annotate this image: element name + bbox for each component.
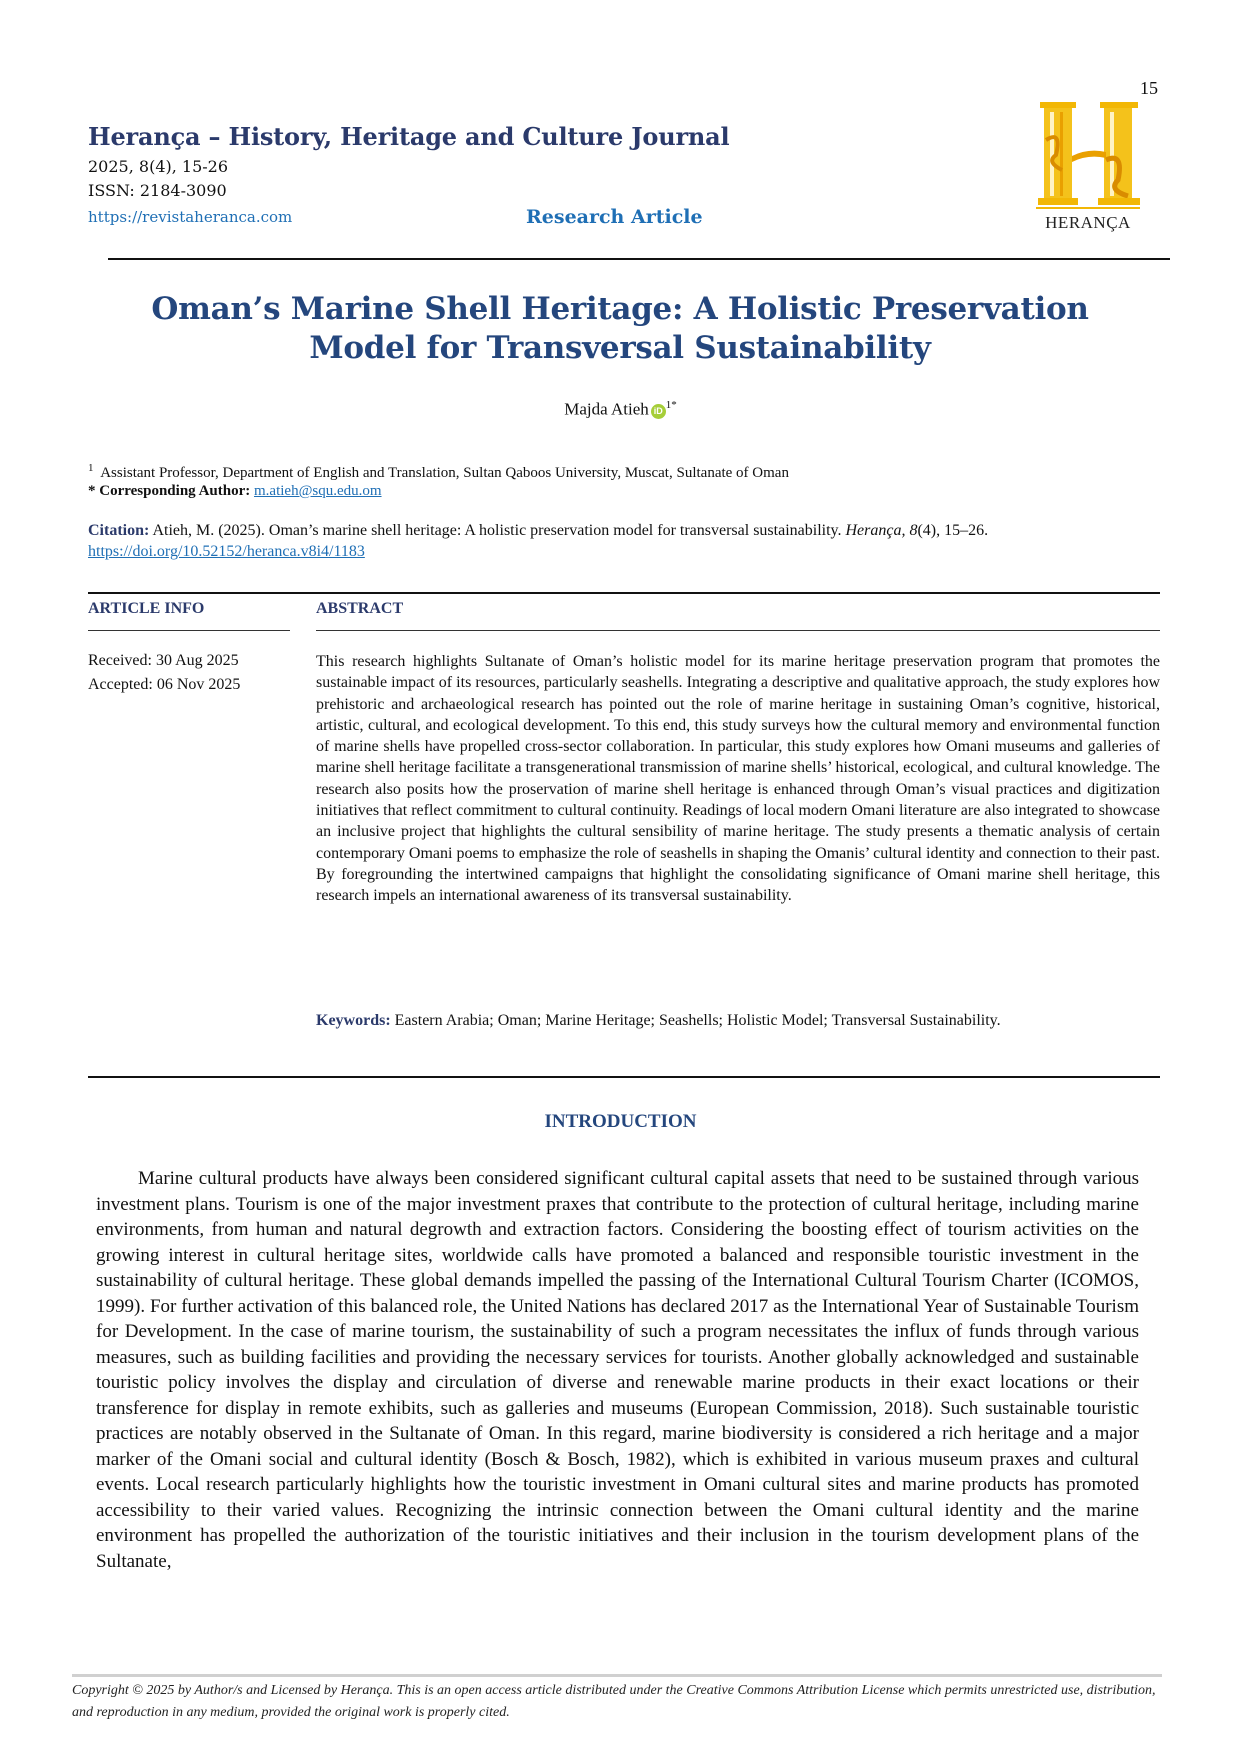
article-info-heading: ARTICLE INFO <box>88 600 205 617</box>
article-title: Oman’s Marine Shell Heritage: A Holistic Preservation Model for Transversal Sustainability <box>151 291 1089 366</box>
orcid-icon[interactable]: iD <box>651 404 666 419</box>
pillar-h-icon <box>1032 100 1144 212</box>
corresponding-label: * Corresponding Author: <box>88 483 251 499</box>
corresponding-author <box>88 483 382 500</box>
citation-volume: 8 <box>909 522 918 539</box>
footer-divider <box>72 1674 1162 1677</box>
keywords <box>316 1010 1160 1032</box>
affiliation-text: Assistant Professor, Department of English and Translation, Sultan Qaboos University, Muscat, Sultanate of Oman <box>100 465 789 481</box>
citation-pages: (4), 15–26. <box>917 522 989 539</box>
affiliation-marker: 1 <box>88 462 94 474</box>
journal-issue: 2025, 8(4), 15-26 <box>88 157 229 176</box>
abstract-text: This research highlights Sultanate of Oman’s holistic model for its marine heritage preservation program that promotes the sustainable impact of its resources, particularly seashells. Integrating a descriptive and qualitative approach, the study explores how prehistoric and archaeological research has pointed out the role of marine heritage in sustaining Oman’s cognitive, historical, artistic, cultural, and ecological development. To this end, this study surveys how the cultural memory and environmental function of marine shells have propelled cross-sector collaboration. In particular, this study explores how Omani museums and galleries of marine shell heritage facilitate a transgenerational transmission of marine shells’ historical, ecological, and cultural knowledge. The research also posits how the proservation of marine shell heritage is enhanced through Oman’s visual practices and digitization initiatives that reflect commitment to cultural continuity. Readings of local modern Omani literature are also integrated to showcase an inclusive project that highlights the cultural sensibility of marine heritage. The study presents a thematic analysis of certain contemporary Omani poems to emphasize the role of seashells in shaping the Omanis’ cultural identity and connection to their past. By foregrounding the intertwined campaigns that highlight the consolidating significance of Omani marine shell heritage, this research impels an international awareness of its transversal sustainability. <box>316 653 1160 905</box>
corresponding-email-link[interactable]: m.atieh@squ.edu.om <box>254 483 382 499</box>
journal-issn: ISSN: 2184-3090 <box>88 181 227 200</box>
author-name: Majda Atieh <box>564 399 649 419</box>
page-number: 15 <box>1140 78 1158 98</box>
introduction-heading: INTRODUCTION <box>544 1111 697 1132</box>
journal-title: Herança – History, Heritage and Culture Journal <box>88 122 730 151</box>
copyright-notice: Copyright © 2025 by Author/s and Licensed by Herança. This is an open access article distributed under the Creative Commons Attribution License which permits unrestricted use, distribution, and reproduction in any medium, provided the original work is properly cited. <box>72 1683 1156 1720</box>
keywords-text: Eastern Arabia; Oman; Marine Heritage; Seashells; Holistic Model; Transversal Sustainability. <box>394 1012 1001 1029</box>
citation-journal: Herança, <box>845 522 906 539</box>
citation-doi-link[interactable]: https://doi.org/10.52152/heranca.v8i4/1183 <box>88 543 365 560</box>
info-top-divider <box>88 592 1160 594</box>
accepted-date: Accepted: 06 Nov 2025 <box>88 676 241 693</box>
article-info-divider <box>88 630 290 631</box>
article-type-label: Research Article <box>526 206 703 228</box>
affiliation <box>88 462 789 482</box>
citation <box>88 520 1148 562</box>
abstract-heading: ABSTRACT <box>316 600 404 617</box>
citation-text: Atieh, M. (2025). Oman’s marine shell heritage: A holistic preservation model for transversal sustainability. <box>152 522 842 539</box>
journal-url-link[interactable]: https://revistaheranca.com <box>88 208 293 226</box>
header-divider <box>108 258 1170 260</box>
received-date: Received: 30 Aug 2025 <box>88 652 239 669</box>
author-line <box>0 399 1241 420</box>
introduction-text: Marine cultural products have always been considered significant cultural capital assets that need to be sustained through various investment plans. Tourism is one of the major investment praxes that contribute to the protection of cultural heritage, including marine environments, from human and natural degrowth and extraction factors. Considering the boosting effect of tourism activities on the growing interest in cultural heritage sites, worldwide calls have promoted a balanced and responsible touristic investment in the sustainability of cultural heritage. These global demands impelled the passing of the International Cultural Tourism Charter (ICOMOS, 1999). For further activation of this balanced role, the United Nations has declared 2017 as the International Year of Sustainable Tourism for Development. In the case of marine tourism, the sustainability of such a program necessitates the influx of funds through various measures, such as building facilities and providing the necessary services for tourists. Another globally acknowledged and sustainable touristic policy involves the display and circulation of diverse and renewable marine products in their exact locations or their transference for display in remote exhibits, such as galleries and museums (European Commission, 2018). Such sustainable touristic practices are notably observed in the Sultanate of Oman. In this regard, marine biodiversity is considered a rich heritage and a major marker of the Omani social and cultural identity (Bosch & Bosch, 1982), which is exhibited in various museum praxes and cultural events. Local research particularly highlights how the touristic investment in Omani cultural sites and marine products has promoted accessibility to their varied values. Recognizing the intrinsic connection between the Omani cultural identity and the marine environment has propelled the authorization of the touristic initiatives and their inclusion in the tourism development plans of the Sultanate, <box>96 1168 1139 1572</box>
citation-label: Citation: <box>88 522 150 539</box>
abstract-bottom-divider <box>88 1076 1160 1078</box>
keywords-label: Keywords: <box>316 1012 391 1029</box>
logo-text: HERANÇA <box>1045 213 1131 232</box>
abstract-divider <box>316 630 1160 631</box>
author-marker: 1* <box>665 399 677 411</box>
